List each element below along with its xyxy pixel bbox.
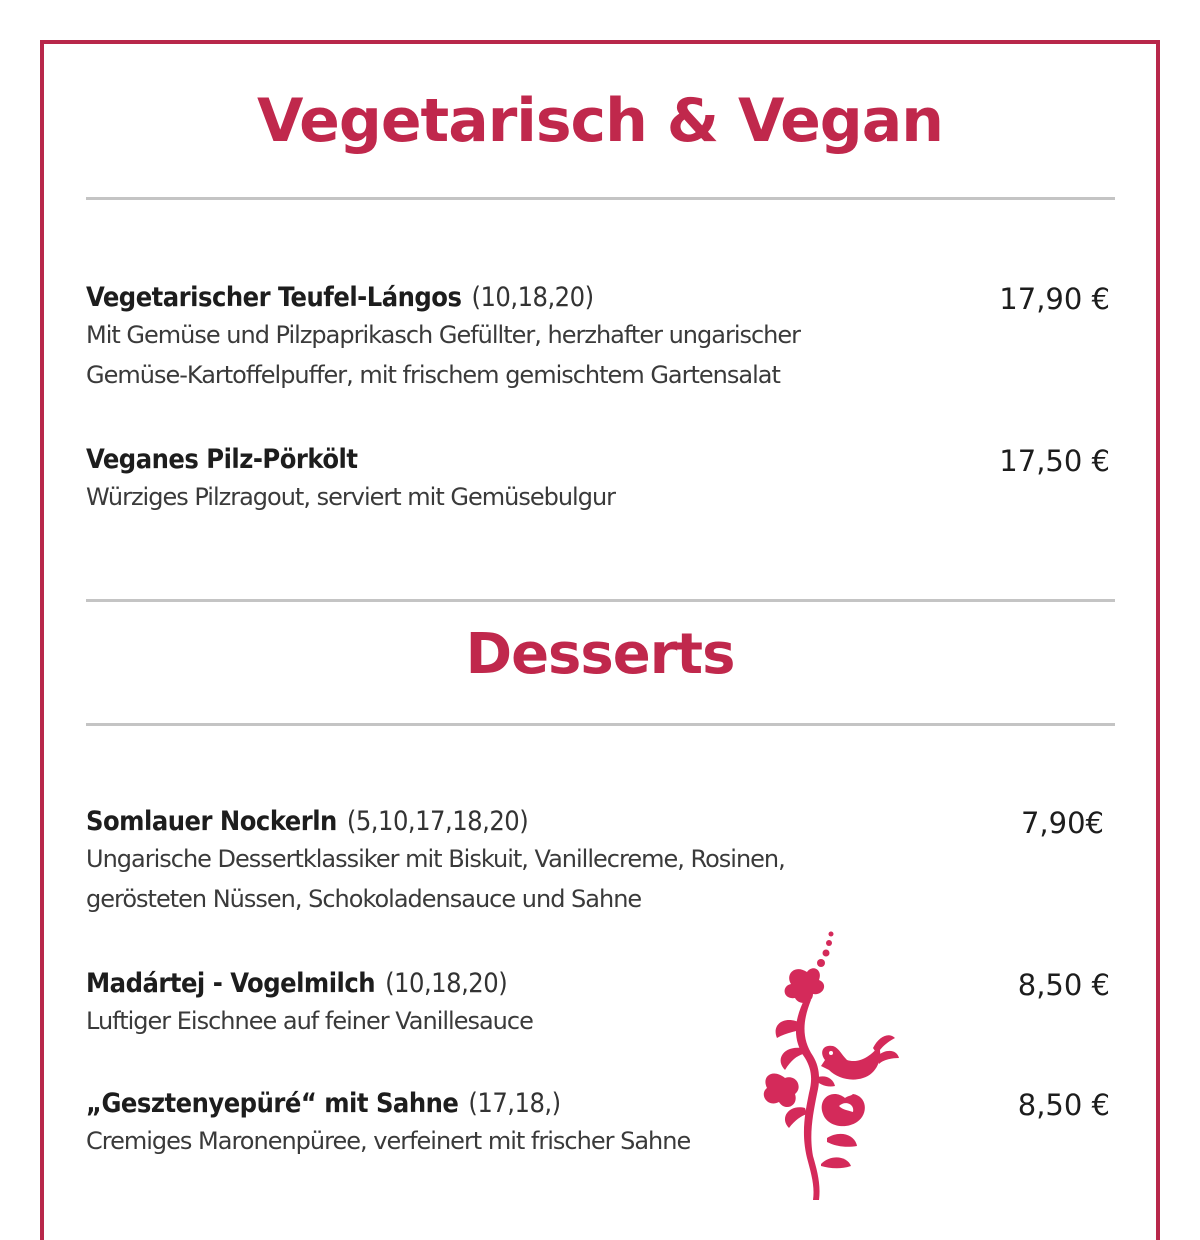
menu-item <box>86 282 1116 395</box>
item-description-line: Luftiger Eischnee auf feiner Vanillesauce <box>86 1007 533 1035</box>
item-name: Vegetarischer Teufel-Lángos <box>86 282 462 313</box>
item-description <box>86 477 1116 517</box>
item-name: Madártej - Vogelmilch <box>86 968 376 999</box>
item-name-line <box>86 282 1116 313</box>
item-name-line <box>86 444 1116 475</box>
menu-item <box>86 444 1116 517</box>
menu-item <box>86 806 1116 919</box>
menu-item <box>86 968 1116 1041</box>
item-price: 8,50 € <box>1017 1088 1110 1122</box>
item-description-line: Cremiges Maronenpüree, verfeinert mit frischer Sahne <box>86 1127 691 1155</box>
item-allergens: (10,18,20) <box>385 968 508 999</box>
item-description-line: Würziges Pilzragout, serviert mit Gemüsebulgur <box>86 483 616 511</box>
item-allergens: (10,18,20) <box>471 282 594 313</box>
divider <box>86 197 1115 200</box>
item-price: 17,50 € <box>999 444 1110 478</box>
item-name: Veganes Pilz-Pörkölt <box>86 444 358 475</box>
divider <box>86 599 1115 602</box>
item-allergens: (17,18,) <box>468 1088 561 1119</box>
item-name-line <box>86 1088 1116 1119</box>
item-price: 17,90 € <box>999 282 1110 316</box>
item-description-line: Gemüse-Kartoffelpuffer, mit frischem gemischtem Gartensalat <box>86 361 780 389</box>
item-description-line: Ungarische Dessertklassiker mit Biskuit, Vanillecreme, Rosinen, <box>86 845 785 873</box>
item-name: „Gesztenyepüré“ mit Sahne <box>86 1088 459 1119</box>
item-price: 8,50 € <box>1017 968 1110 1002</box>
section-title-vegetarian: Vegetarisch & Vegan <box>257 86 943 156</box>
item-description <box>86 839 1116 919</box>
menu-item <box>86 1088 1116 1161</box>
item-description <box>86 315 1116 395</box>
section-title-desserts: Desserts <box>465 622 735 687</box>
item-description-line: Mit Gemüse und Pilzpaprikasch Gefüllter, herzhafter ungarischer <box>86 321 801 349</box>
divider <box>86 723 1115 726</box>
folk-bird-flower-icon <box>755 928 910 1200</box>
item-name-line <box>86 968 1116 999</box>
item-description <box>86 1121 1116 1161</box>
item-price: 7,90€ <box>1020 806 1104 840</box>
item-allergens: (5,10,17,18,20) <box>346 806 529 837</box>
item-description-line: gerösteten Nüssen, Schokoladensauce und Sahne <box>86 885 642 913</box>
item-description <box>86 1001 1116 1041</box>
item-name-line <box>86 806 1116 837</box>
item-name: Somlauer Nockerln <box>86 806 337 837</box>
